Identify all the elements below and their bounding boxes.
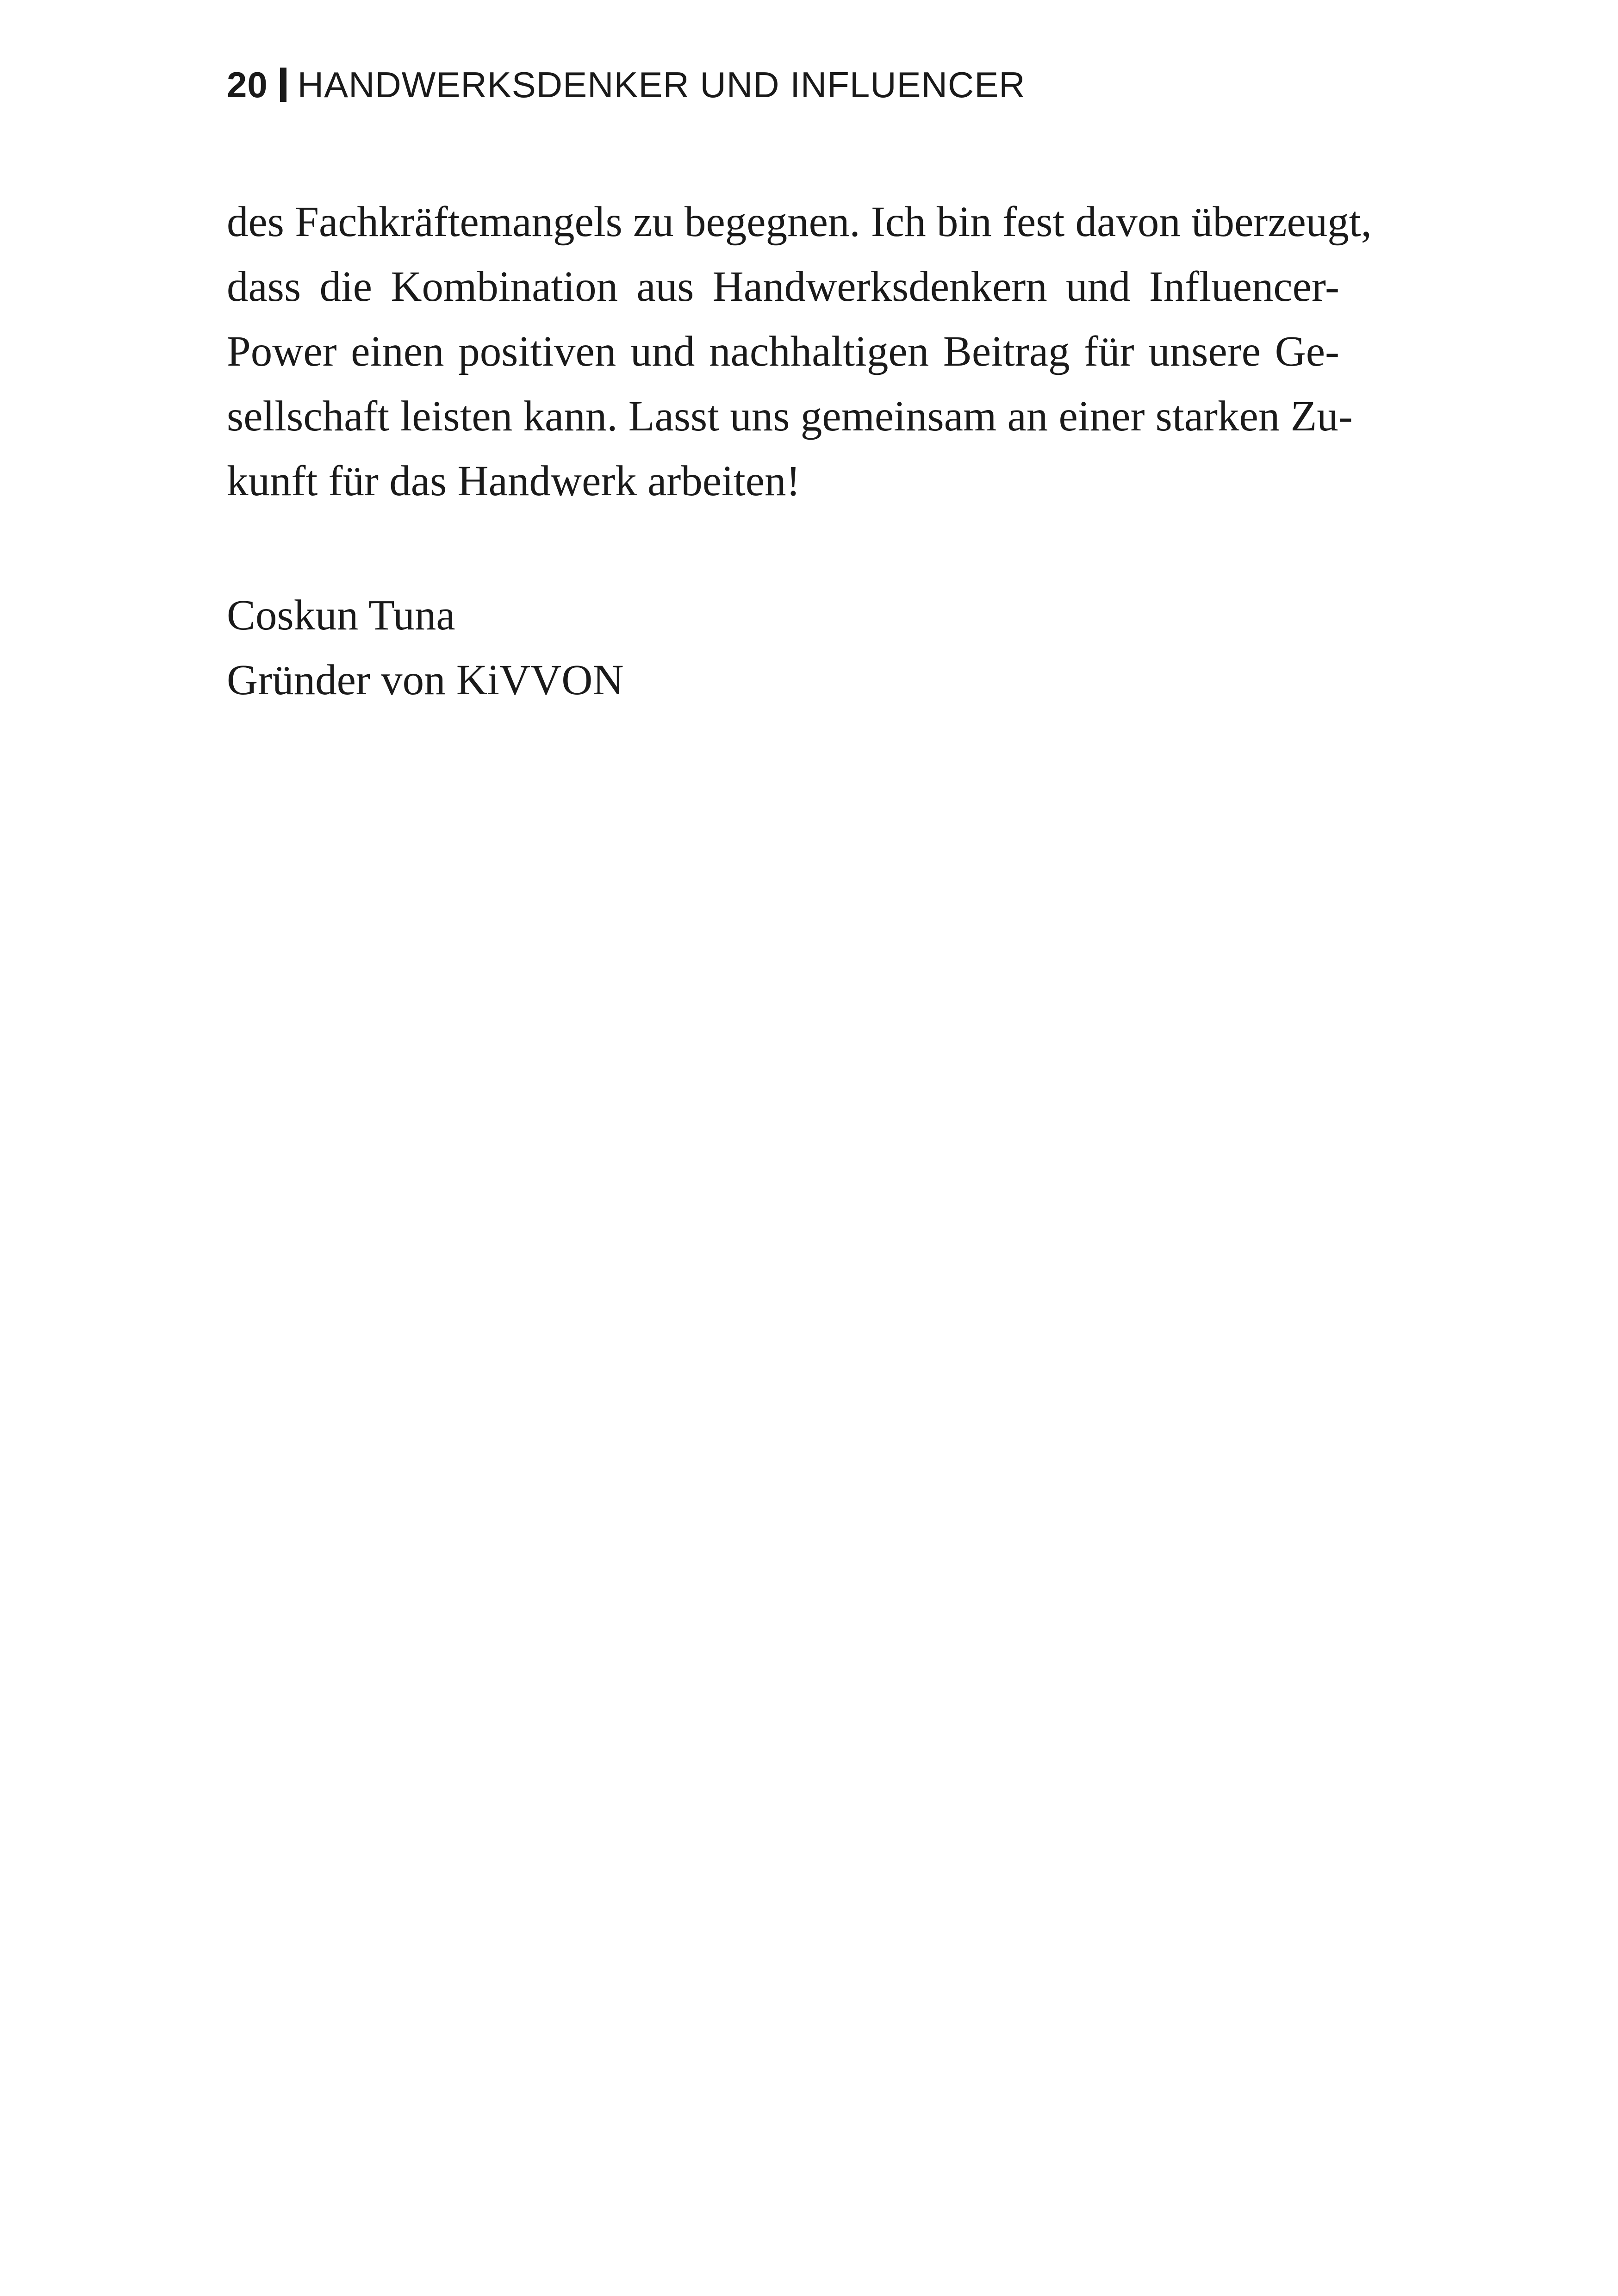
- author-name: Coskun Tuna: [227, 591, 455, 639]
- running-title: HANDWERKSDENKER UND INFLUENCER: [297, 64, 1026, 105]
- header-divider: [280, 68, 286, 102]
- paragraph-line: des Fachkräftemangels zu begegnen. Ich bin fest davon überzeugt,: [227, 198, 1372, 246]
- page-number: 20: [227, 64, 268, 105]
- paragraph-line: dass die Kombination aus Handwerksdenkern und Influencer-: [227, 263, 1339, 311]
- running-head: [227, 59, 1026, 110]
- signature-block: [227, 583, 624, 713]
- body-paragraph: [227, 190, 1372, 514]
- paragraph-line: kunft für das Handwerk arbeiten!: [227, 457, 801, 505]
- author-role: Gründer von KiVVON: [227, 656, 624, 704]
- paragraph-line: Power einen positiven und nachhaltigen Beitrag für unsere Ge-: [227, 328, 1339, 375]
- paragraph-line: sellschaft leisten kann. Lasst uns gemeinsam an einer starken Zu-: [227, 392, 1353, 440]
